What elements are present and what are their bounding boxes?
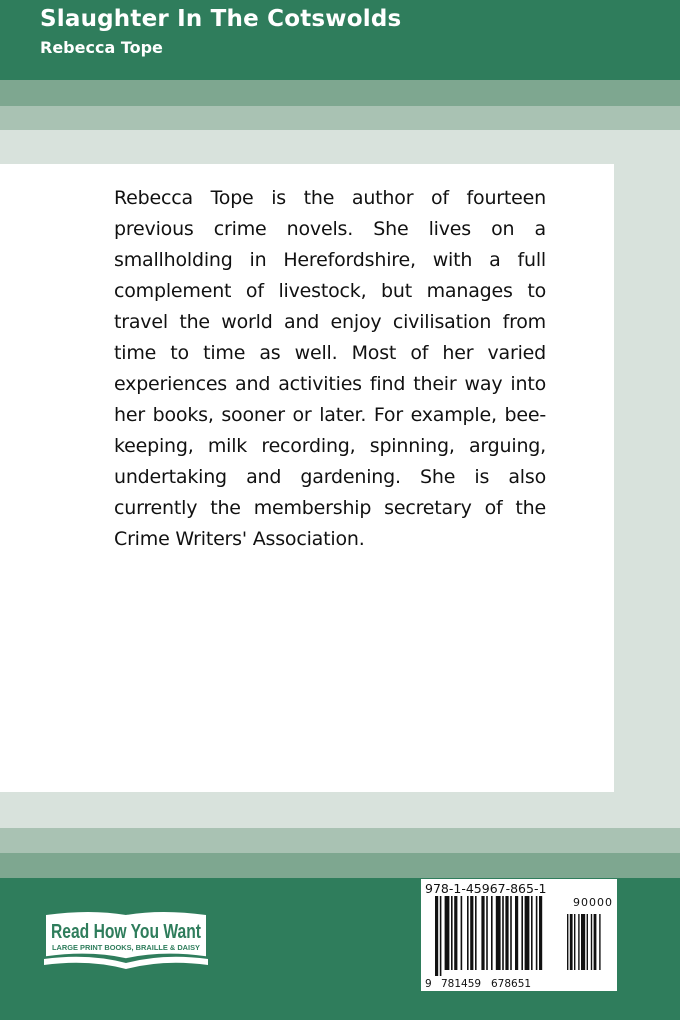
barcode-bar — [496, 896, 501, 970]
isbn-barcode — [421, 879, 617, 991]
barcode-bar — [521, 896, 523, 970]
barcode-bar — [475, 896, 477, 970]
barcode-digit-group-2: 678651 — [491, 978, 532, 990]
barcode-bar — [539, 896, 542, 970]
publisher-logo — [40, 907, 212, 973]
book-title: Slaughter In The Cotswolds — [40, 6, 402, 32]
barcode-bar — [470, 896, 473, 970]
barcode-bar — [467, 896, 469, 970]
barcode-addon-bar — [599, 914, 600, 970]
barcode-bar — [505, 896, 508, 970]
barcode-bar — [515, 896, 518, 970]
barcode-addon-bar — [581, 914, 585, 970]
barcode-bars — [435, 896, 603, 980]
barcode-addon-bar — [594, 914, 597, 970]
stripe-bottom-1 — [0, 828, 680, 853]
barcode-addon-bar — [574, 914, 575, 970]
barcode-bar — [536, 896, 538, 970]
stripe-top-1 — [0, 80, 680, 106]
barcode-addon-bar — [570, 914, 573, 970]
barcode-bar — [461, 896, 463, 970]
barcode-bar — [445, 896, 450, 970]
barcode-digit-first: 9 — [425, 978, 432, 990]
barcode-addon-bar — [591, 914, 592, 970]
barcode-bar — [525, 896, 530, 970]
barcode-bar — [454, 896, 457, 970]
barcode-bar — [502, 896, 504, 970]
barcode-addon-bar — [567, 914, 568, 970]
barcode-bar — [451, 896, 453, 970]
logo-tagline: LARGE PRINT BOOKS, BRAILLE & DAISY — [52, 945, 201, 952]
author-blurb: Rebecca Tope is the author of fourteen previous crime novels. She lives on a smallholding in Herefordshire, with a full complement of livestock, but manages to travel the world and enjoy civilisation from time to time as well. Most of her varied experiences and activities find their way into her books, sooner or later. For example, bee-keeping, milk recording, spinning, arguing, undertaking and gardening. She is also currently the membership secretary of the Crime Writers' Association. — [114, 187, 546, 550]
barcode-bar — [510, 896, 512, 970]
isbn-label: 978-1-45967-865-1 — [425, 881, 547, 896]
stripe-top-2 — [0, 106, 680, 130]
barcode-bar — [531, 896, 533, 970]
barcode-bar — [435, 896, 438, 976]
barcode-bar — [491, 896, 493, 970]
barcode-bar — [440, 896, 442, 976]
price-code: 90000 — [573, 896, 613, 909]
barcode-bar — [486, 896, 488, 970]
barcode-addon-bar — [578, 914, 579, 970]
barcode-digit-group-1: 781459 — [441, 978, 482, 990]
barcode-addon-bar — [587, 914, 588, 970]
book-author: Rebecca Tope — [40, 38, 163, 57]
barcode-bar — [481, 896, 484, 970]
stripe-bottom-2 — [0, 853, 680, 878]
logo-name: Read How You Want — [51, 921, 202, 943]
